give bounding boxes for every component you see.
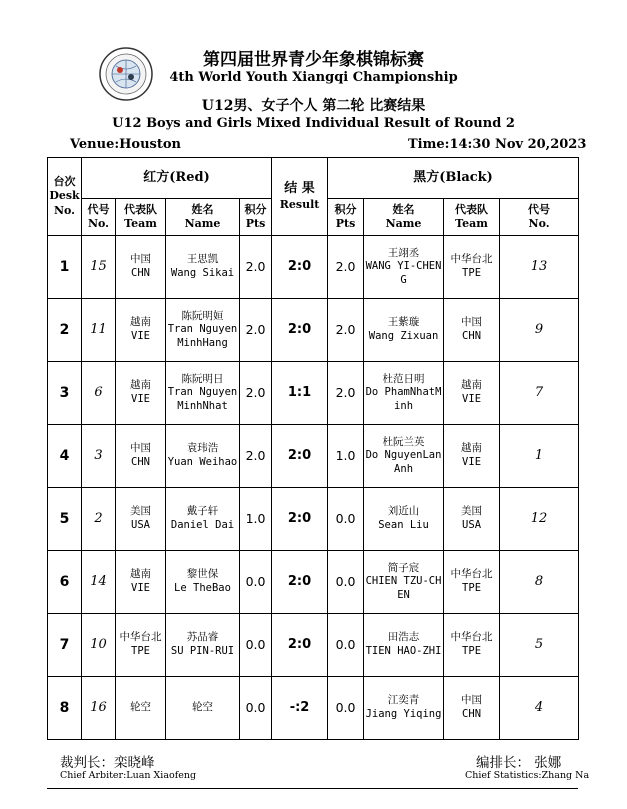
black-code: 13 [500, 236, 579, 299]
black-name: 简子宸 CHIEN TZU-CHEN [364, 551, 444, 614]
desk-number: 6 [48, 551, 82, 614]
red-pts: 0.0 [240, 614, 272, 677]
black-code: 7 [500, 362, 579, 425]
chief-statistics-en: Chief Statistics:Zhang Na [465, 770, 590, 781]
black-pts: 2.0 [328, 236, 364, 299]
desk-number: 5 [48, 488, 82, 551]
title-chinese: 第四届世界青少年象棋锦标赛 [203, 50, 424, 70]
red-name: 黎世保 Le TheBao [166, 551, 240, 614]
time: Time:14:30 Nov 20,2023 [408, 137, 587, 152]
black-name: 刘近山 Sean Liu [364, 488, 444, 551]
black-code-header: 代号 No. [500, 199, 579, 236]
red-team: 中国 CHN [116, 425, 166, 488]
black-code: 9 [500, 299, 579, 362]
black-name: 田浩志 TIEN HAO-ZHI [364, 614, 444, 677]
black-header: 黑方(Black) [328, 158, 579, 199]
desk-number: 3 [48, 362, 82, 425]
red-code: 10 [82, 614, 116, 677]
red-pts: 0.0 [240, 677, 272, 740]
black-pts-header: 积分 Pts [328, 199, 364, 236]
black-pts: 1.0 [328, 425, 364, 488]
table-row [48, 299, 579, 362]
black-pts: 0.0 [328, 614, 364, 677]
red-code-header: 代号 No. [82, 199, 116, 236]
red-code: 16 [82, 677, 116, 740]
red-code: 6 [82, 362, 116, 425]
red-name: 轮空 [166, 677, 240, 740]
title-english: 4th World Youth Xiangqi Championship [169, 70, 458, 85]
table-row [48, 551, 579, 614]
chief-arbiter-cn: 裁判长：栾晓峰 [60, 755, 155, 771]
red-code: 15 [82, 236, 116, 299]
black-name: 江奕青 Jiang Yiqing [364, 677, 444, 740]
desk-number: 2 [48, 299, 82, 362]
red-header: 红方(Red) [82, 158, 272, 199]
black-pts: 0.0 [328, 488, 364, 551]
table-row [48, 677, 579, 740]
red-code: 11 [82, 299, 116, 362]
result: 2:0 [272, 551, 328, 614]
black-pts: 0.0 [328, 677, 364, 740]
black-team: 美国 USA [444, 488, 500, 551]
chief-statistics-cn: 编排长： 张娜 [476, 755, 562, 771]
black-team: 中华台北 TPE [444, 236, 500, 299]
black-name: 杜范日明 Do PhamNhatMinh [364, 362, 444, 425]
red-code: 3 [82, 425, 116, 488]
black-team: 中华台北 TPE [444, 614, 500, 677]
red-team: 轮空 [116, 677, 166, 740]
black-code: 12 [500, 488, 579, 551]
red-pts: 0.0 [240, 551, 272, 614]
red-name: 袁玮浩 Yuan Weihao [166, 425, 240, 488]
desk-number: 1 [48, 236, 82, 299]
red-name: 陈阮明日 Tran NguyenMinhNhat [166, 362, 240, 425]
table-row [48, 614, 579, 677]
table-row [48, 425, 579, 488]
red-code: 14 [82, 551, 116, 614]
red-pts: 2.0 [240, 299, 272, 362]
black-pts: 2.0 [328, 362, 364, 425]
black-team-header: 代表队 Team [444, 199, 500, 236]
red-name-header: 姓名 Name [166, 199, 240, 236]
result: 2:0 [272, 299, 328, 362]
venue: Venue:Houston [70, 137, 181, 152]
red-pts: 1.0 [240, 488, 272, 551]
red-name: 苏品睿 SU PIN-RUI [166, 614, 240, 677]
table-row [48, 488, 579, 551]
chief-arbiter-en: Chief Arbiter:Luan Xiaofeng [60, 770, 197, 781]
black-name-header: 姓名 Name [364, 199, 444, 236]
result-header: 结 果 Result [272, 158, 328, 236]
footer-rule [47, 788, 578, 789]
black-pts: 2.0 [328, 299, 364, 362]
result: 2:0 [272, 236, 328, 299]
black-team: 中华台北 TPE [444, 551, 500, 614]
black-team: 越南 VIE [444, 362, 500, 425]
black-name: 杜阮兰英 Do NguyenLanAnh [364, 425, 444, 488]
black-code: 5 [500, 614, 579, 677]
black-code: 8 [500, 551, 579, 614]
red-team: 越南 VIE [116, 299, 166, 362]
black-code: 4 [500, 677, 579, 740]
black-name: 王翊丞 WANG YI-CHENG [364, 236, 444, 299]
red-pts-header: 积分 Pts [240, 199, 272, 236]
desk-number: 4 [48, 425, 82, 488]
red-name: 陈阮明姮 Tran NguyenMinhHang [166, 299, 240, 362]
black-team: 中国 CHN [444, 299, 500, 362]
subtitle-english: U12 Boys and Girls Mixed Individual Result of Round 2 [112, 116, 515, 131]
red-pts: 2.0 [240, 362, 272, 425]
table-row [48, 362, 579, 425]
red-pts: 2.0 [240, 425, 272, 488]
black-team: 越南 VIE [444, 425, 500, 488]
black-pts: 0.0 [328, 551, 364, 614]
black-name: 王紫璇 Wang Zixuan [364, 299, 444, 362]
result: 2:0 [272, 488, 328, 551]
header-row-1 [48, 158, 579, 199]
red-code: 2 [82, 488, 116, 551]
desk-header: 台次 Desk No. [48, 158, 82, 236]
desk-number: 7 [48, 614, 82, 677]
red-team: 越南 VIE [116, 551, 166, 614]
red-team: 美国 USA [116, 488, 166, 551]
subtitle-chinese: U12男、女子个人 第二轮 比赛结果 [201, 98, 426, 114]
result: 2:0 [272, 425, 328, 488]
table-row [48, 236, 579, 299]
result: -:2 [272, 677, 328, 740]
red-team: 中华台北 TPE [116, 614, 166, 677]
results-table [47, 157, 579, 740]
black-code: 1 [500, 425, 579, 488]
red-team: 中国 CHN [116, 236, 166, 299]
red-name: 王思凯 Wang Sikai [166, 236, 240, 299]
desk-number: 8 [48, 677, 82, 740]
result: 2:0 [272, 614, 328, 677]
result: 1:1 [272, 362, 328, 425]
red-name: 戴子轩 Daniel Dai [166, 488, 240, 551]
black-team: 中国 CHN [444, 677, 500, 740]
red-team: 越南 VIE [116, 362, 166, 425]
red-pts: 2.0 [240, 236, 272, 299]
red-team-header: 代表队 Team [116, 199, 166, 236]
